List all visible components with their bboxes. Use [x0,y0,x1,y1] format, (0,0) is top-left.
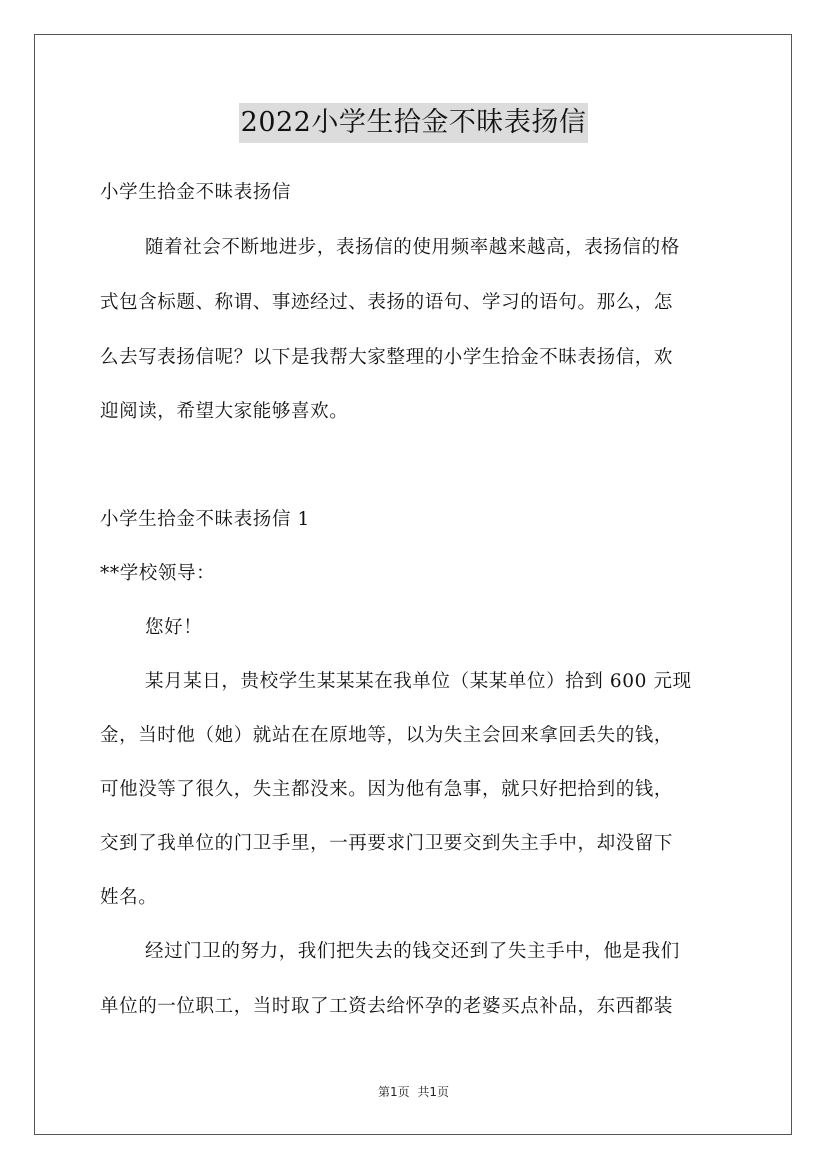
paragraph-line: 迎阅读，希望大家能够喜欢。 [100,401,349,422]
subtitle-line: 小学生拾金不昧表扬信 [100,182,292,203]
paragraph-line: 交到了我单位的门卫手里，一再要求门卫要交到失主手中，却没留下 [100,833,674,854]
greeting-line: 您好！ [145,617,203,638]
paragraph-line: 某月某日，贵校学生某某某在我单位（某某单位）拾到 600 元现 [145,671,692,692]
document-title: 2022小学生拾金不昧表扬信 [239,103,589,143]
paragraph-line: 经过门卫的努力，我们把失去的钱交还到了失主手中，他是我们 [145,941,680,962]
paragraph-line: 可他没等了很久，失主都没来。因为他有急事，就只好把拾到的钱， [100,779,674,800]
title-container [0,103,827,143]
page-number-footer: 第1页 共1页 [377,1085,450,1099]
salutation-line: **学校领导： [100,563,216,584]
paragraph-line: 么去写表扬信呢？以下是我帮大家整理的小学生拾金不昧表扬信，欢 [100,347,674,368]
paragraph-line: 式包含标题、称谓、事迹经过、表扬的语句、学习的语句。那么，怎 [100,292,674,313]
paragraph-line: 随着社会不断地进步，表扬信的使用频率越来越高，表扬信的格 [145,237,680,258]
paragraph-line: 姓名。 [100,887,158,908]
section-heading: 小学生拾金不昧表扬信 1 [100,509,310,530]
paragraph-line: 金，当时他（她）就站在在原地等，以为失主会回来拿回丢失的钱， [100,725,674,746]
paragraph-line: 单位的一位职工，当时取了工资去给怀孕的老婆买点补品，东西都装 [100,996,674,1017]
